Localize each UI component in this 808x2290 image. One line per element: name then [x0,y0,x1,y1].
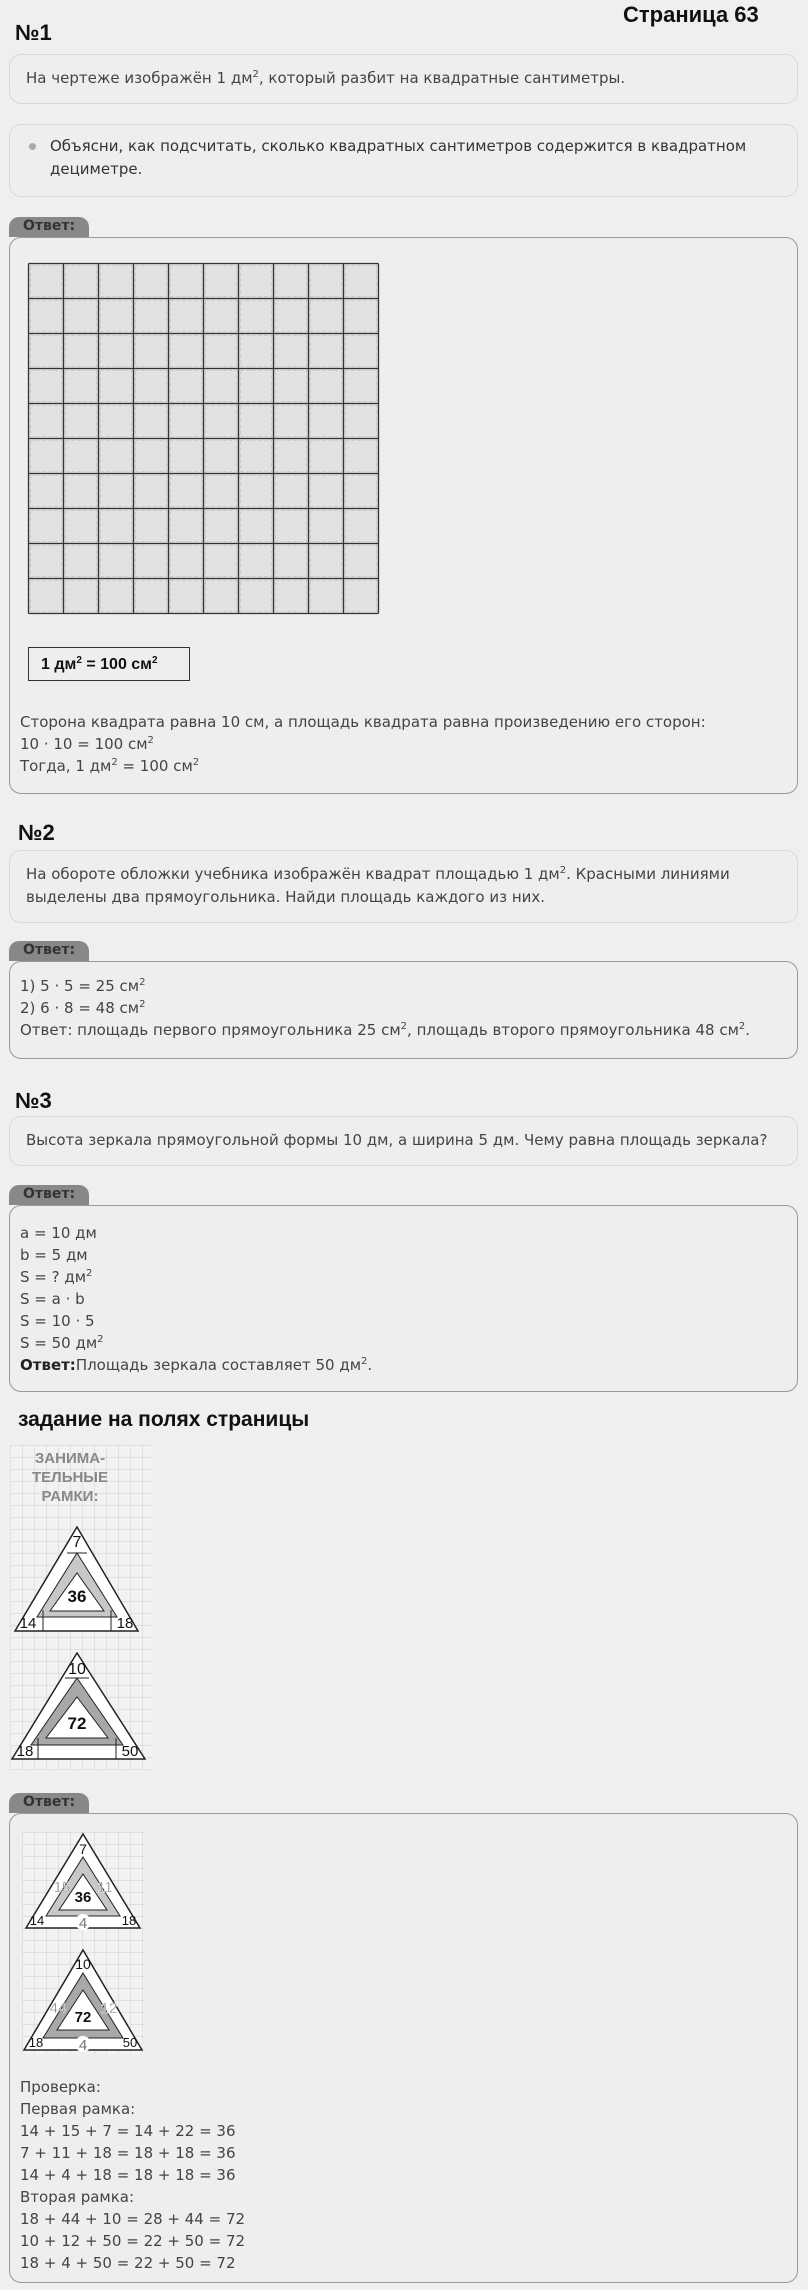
svg-text:15: 15 [53,1879,71,1896]
svg-text:4: 4 [78,1915,88,1932]
grid-cell [66,581,97,612]
grid-cell [101,546,132,577]
svg-text:10: 10 [75,1956,91,1972]
grid-cell [241,441,272,472]
grid-cell [311,511,342,542]
grid-cell [311,406,342,437]
grid-cell [101,371,132,402]
check-line: 14 + 15 + 7 = 14 + 22 = 36 [20,2122,236,2140]
grid-cell [171,511,202,542]
task1-statement: На чертеже изображён 1 $дм^2$, который разбит на квадратные сантиметры. [9,54,798,104]
task2-answer-box [9,961,798,1059]
grid-cell [241,406,272,437]
grid-cell [31,581,62,612]
check-line: 18 + 4 + 50 = 22 + 50 = 72 [20,2254,236,2272]
answer-line: S = a · b [20,1290,85,1308]
svg-text:44: 44 [49,2000,67,2017]
grid-cell [136,441,167,472]
grid-cell [276,301,307,332]
grid-cell [171,441,202,472]
grid-cell [206,336,237,367]
grid-cell [241,301,272,332]
check-text [20,2076,245,2274]
grid-cell [171,581,202,612]
grid-cell [206,266,237,297]
grid-cell [66,476,97,507]
svg-text:11: 11 [97,1879,113,1896]
grid-cell [346,476,377,507]
svg-text:18: 18 [28,2035,44,2050]
grid-cell [241,336,272,367]
task1-answer-text [20,711,706,777]
grid-cell [276,371,307,402]
frames-title: ЗАНИМА-ТЕЛЬНЫЕ РАМКИ: [32,1450,108,1505]
grid-cell [101,511,132,542]
frame2-top: 10 [68,1661,86,1678]
svg-text:14: 14 [29,1913,45,1928]
grid-cell [101,441,132,472]
task3-answer-tab: Ответ: [9,1185,89,1205]
grid-cell [346,441,377,472]
check-line: Проверка: [20,2078,101,2096]
grid-cell [276,406,307,437]
grid-cell [101,476,132,507]
grid-cell [171,546,202,577]
check-line: 7 + 11 + 18 = 18 + 18 = 36 [20,2144,236,2162]
grid-cell [31,336,62,367]
frame1-center: 36 [67,1587,87,1606]
answer-line: 10 · 10 = 100 $см^2$ [20,735,154,753]
grid-cell [276,266,307,297]
grid-cell [346,301,377,332]
grid-cell [66,266,97,297]
grid-cell [346,546,377,577]
grid-cell [66,371,97,402]
frame1-top: 7 [72,1534,82,1551]
grid-cell [101,406,132,437]
grid-cell [346,336,377,367]
grid-cell [346,511,377,542]
grid-cell [206,441,237,472]
margin-frames-figure [10,1445,152,1770]
grid-cell [276,441,307,472]
svg-text:7: 7 [79,1841,87,1857]
check-line: 10 + 12 + 50 = 22 + 50 = 72 [20,2232,246,2250]
svg-text:12: 12 [100,2000,118,2017]
bullet-icon [29,143,36,150]
grid-cell [241,581,272,612]
answer-line: Сторона квадрата равна 10 см, а площадь квадрата равна произведению его сторон: [20,713,706,731]
frame2-center: 72 [67,1714,87,1733]
grid-cell [206,301,237,332]
grid-cell [311,546,342,577]
grid-cell [276,336,307,367]
answer-frames-figure [22,1832,144,2054]
grid-cell [241,511,272,542]
task1-answer-tab: Ответ: [9,217,89,237]
check-line: Вторая рамка: [20,2188,135,2206]
grid-cell [171,301,202,332]
grid-cell [136,336,167,367]
grid-cell [101,266,132,297]
grid-cell [136,371,167,402]
grid-cell [31,371,62,402]
grid-cell [66,441,97,472]
grid-cell [241,476,272,507]
grid-cell [171,476,202,507]
grid-cell [66,301,97,332]
grid-cell [31,441,62,472]
grid-cell [206,546,237,577]
answer-line: b = 5 дм [20,1246,88,1264]
svg-text:18: 18 [121,1913,137,1928]
answer-line: S = 10 · 5 [20,1312,95,1330]
grid-cell [171,266,202,297]
grid-cell [311,476,342,507]
frame2-left: 18 [16,1743,34,1760]
grid-cell [276,581,307,612]
grid-cell [206,511,237,542]
grid-cell [206,371,237,402]
frame1-right: 18 [116,1615,134,1632]
svg-text:36: 36 [74,1889,92,1906]
check-line: 14 + 4 + 18 = 18 + 18 = 36 [20,2166,236,2184]
grid-cell [136,546,167,577]
grid-cell [311,371,342,402]
task3-heading: №3 [15,1088,52,1113]
grid-cell [101,581,132,612]
answer-line: Ответ:Площадь зеркала составляет 50 $дм^2$. [20,1356,373,1374]
grid-cell [66,336,97,367]
square-grid [27,262,380,615]
grid-cell [206,406,237,437]
check-line: 18 + 44 + 10 = 28 + 44 = 72 [20,2210,246,2228]
answer-line: S = 50 $дм^2$ [20,1334,104,1352]
grid-cell [31,546,62,577]
grid-cell [346,266,377,297]
grid-cell [136,301,167,332]
svg-text:4: 4 [78,2037,88,2054]
task1-heading: №1 [15,20,52,45]
task3-statement: Высота зеркала прямоугольной формы 10 дм, а ширина 5 дм. Чему равна площадь зеркала? [9,1116,798,1166]
grid-cell [66,511,97,542]
grid-cell [311,581,342,612]
grid-cell [31,266,62,297]
grid-cell [136,581,167,612]
svg-text:50: 50 [122,2035,138,2050]
answer-line: 2) 6 · 8 = 48 $см^2$ [20,999,146,1017]
grid-cell [241,266,272,297]
answer-line: Тогда, 1 $дм^2 = 100$ $см^2$ [20,757,200,775]
answer-line: 1) 5 · 5 = 25 $см^2$ [20,977,146,995]
grid-cell [31,406,62,437]
check-line: Первая рамка: [20,2100,136,2118]
grid-cell [241,546,272,577]
task2-statement: На обороте обложки учебника изображён квадрат площадью 1 $дм^2$. Красными линиями выделены два прямоугольника. Найди площадь каждого из них. [9,850,798,923]
grid-cell [346,371,377,402]
grid-cell [136,266,167,297]
task3-answer-box [9,1205,798,1392]
svg-text:72: 72 [74,2009,92,2026]
grid-cell [241,371,272,402]
answer-line: Ответ: площадь первого прямоугольника 25 $см^2$, площадь второго прямоугольника 48 $см^2$. [20,1021,751,1039]
grid-cell [171,371,202,402]
grid-cell [66,406,97,437]
grid-cell [276,546,307,577]
grid-cell [206,581,237,612]
task2-heading: №2 [18,820,55,845]
grid-cell [31,301,62,332]
page-number: Страница 63 [623,2,759,27]
task1-question: Объясни, как подсчитать, сколько квадратных сантиметров содержится в квадратном дециметре. [9,124,798,197]
grid-cell [31,476,62,507]
grid-cell [136,476,167,507]
answer-line: a = 10 дм [20,1224,97,1242]
grid-cell [136,511,167,542]
grid-cell [346,406,377,437]
margin-answer-box [9,1813,798,2283]
grid-cell [136,406,167,437]
grid-cell [276,511,307,542]
grid-cell [311,441,342,472]
grid-cell [276,476,307,507]
grid-cell [31,511,62,542]
grid-cell [101,301,132,332]
task2-answer-tab: Ответ: [9,941,89,961]
grid-cell [346,581,377,612]
formula-box: 1 $дм^2 = 100$ $см^2$ [28,647,190,681]
grid-cell [66,546,97,577]
grid-cell [311,336,342,367]
task1-answer-box [9,237,798,794]
margin-answer-tab: Ответ: [9,1793,89,1813]
grid-cell [171,336,202,367]
frame1-left: 14 [19,1615,37,1632]
grid-cell [311,301,342,332]
grid-cell [311,266,342,297]
grid-cell [206,476,237,507]
grid-cell [101,336,132,367]
frame2-right: 50 [121,1743,139,1760]
margin-task-heading: задание на полях страницы [18,1408,310,1431]
grid-cell [171,406,202,437]
answer-line: S = ? $дм^2$ [20,1268,93,1286]
